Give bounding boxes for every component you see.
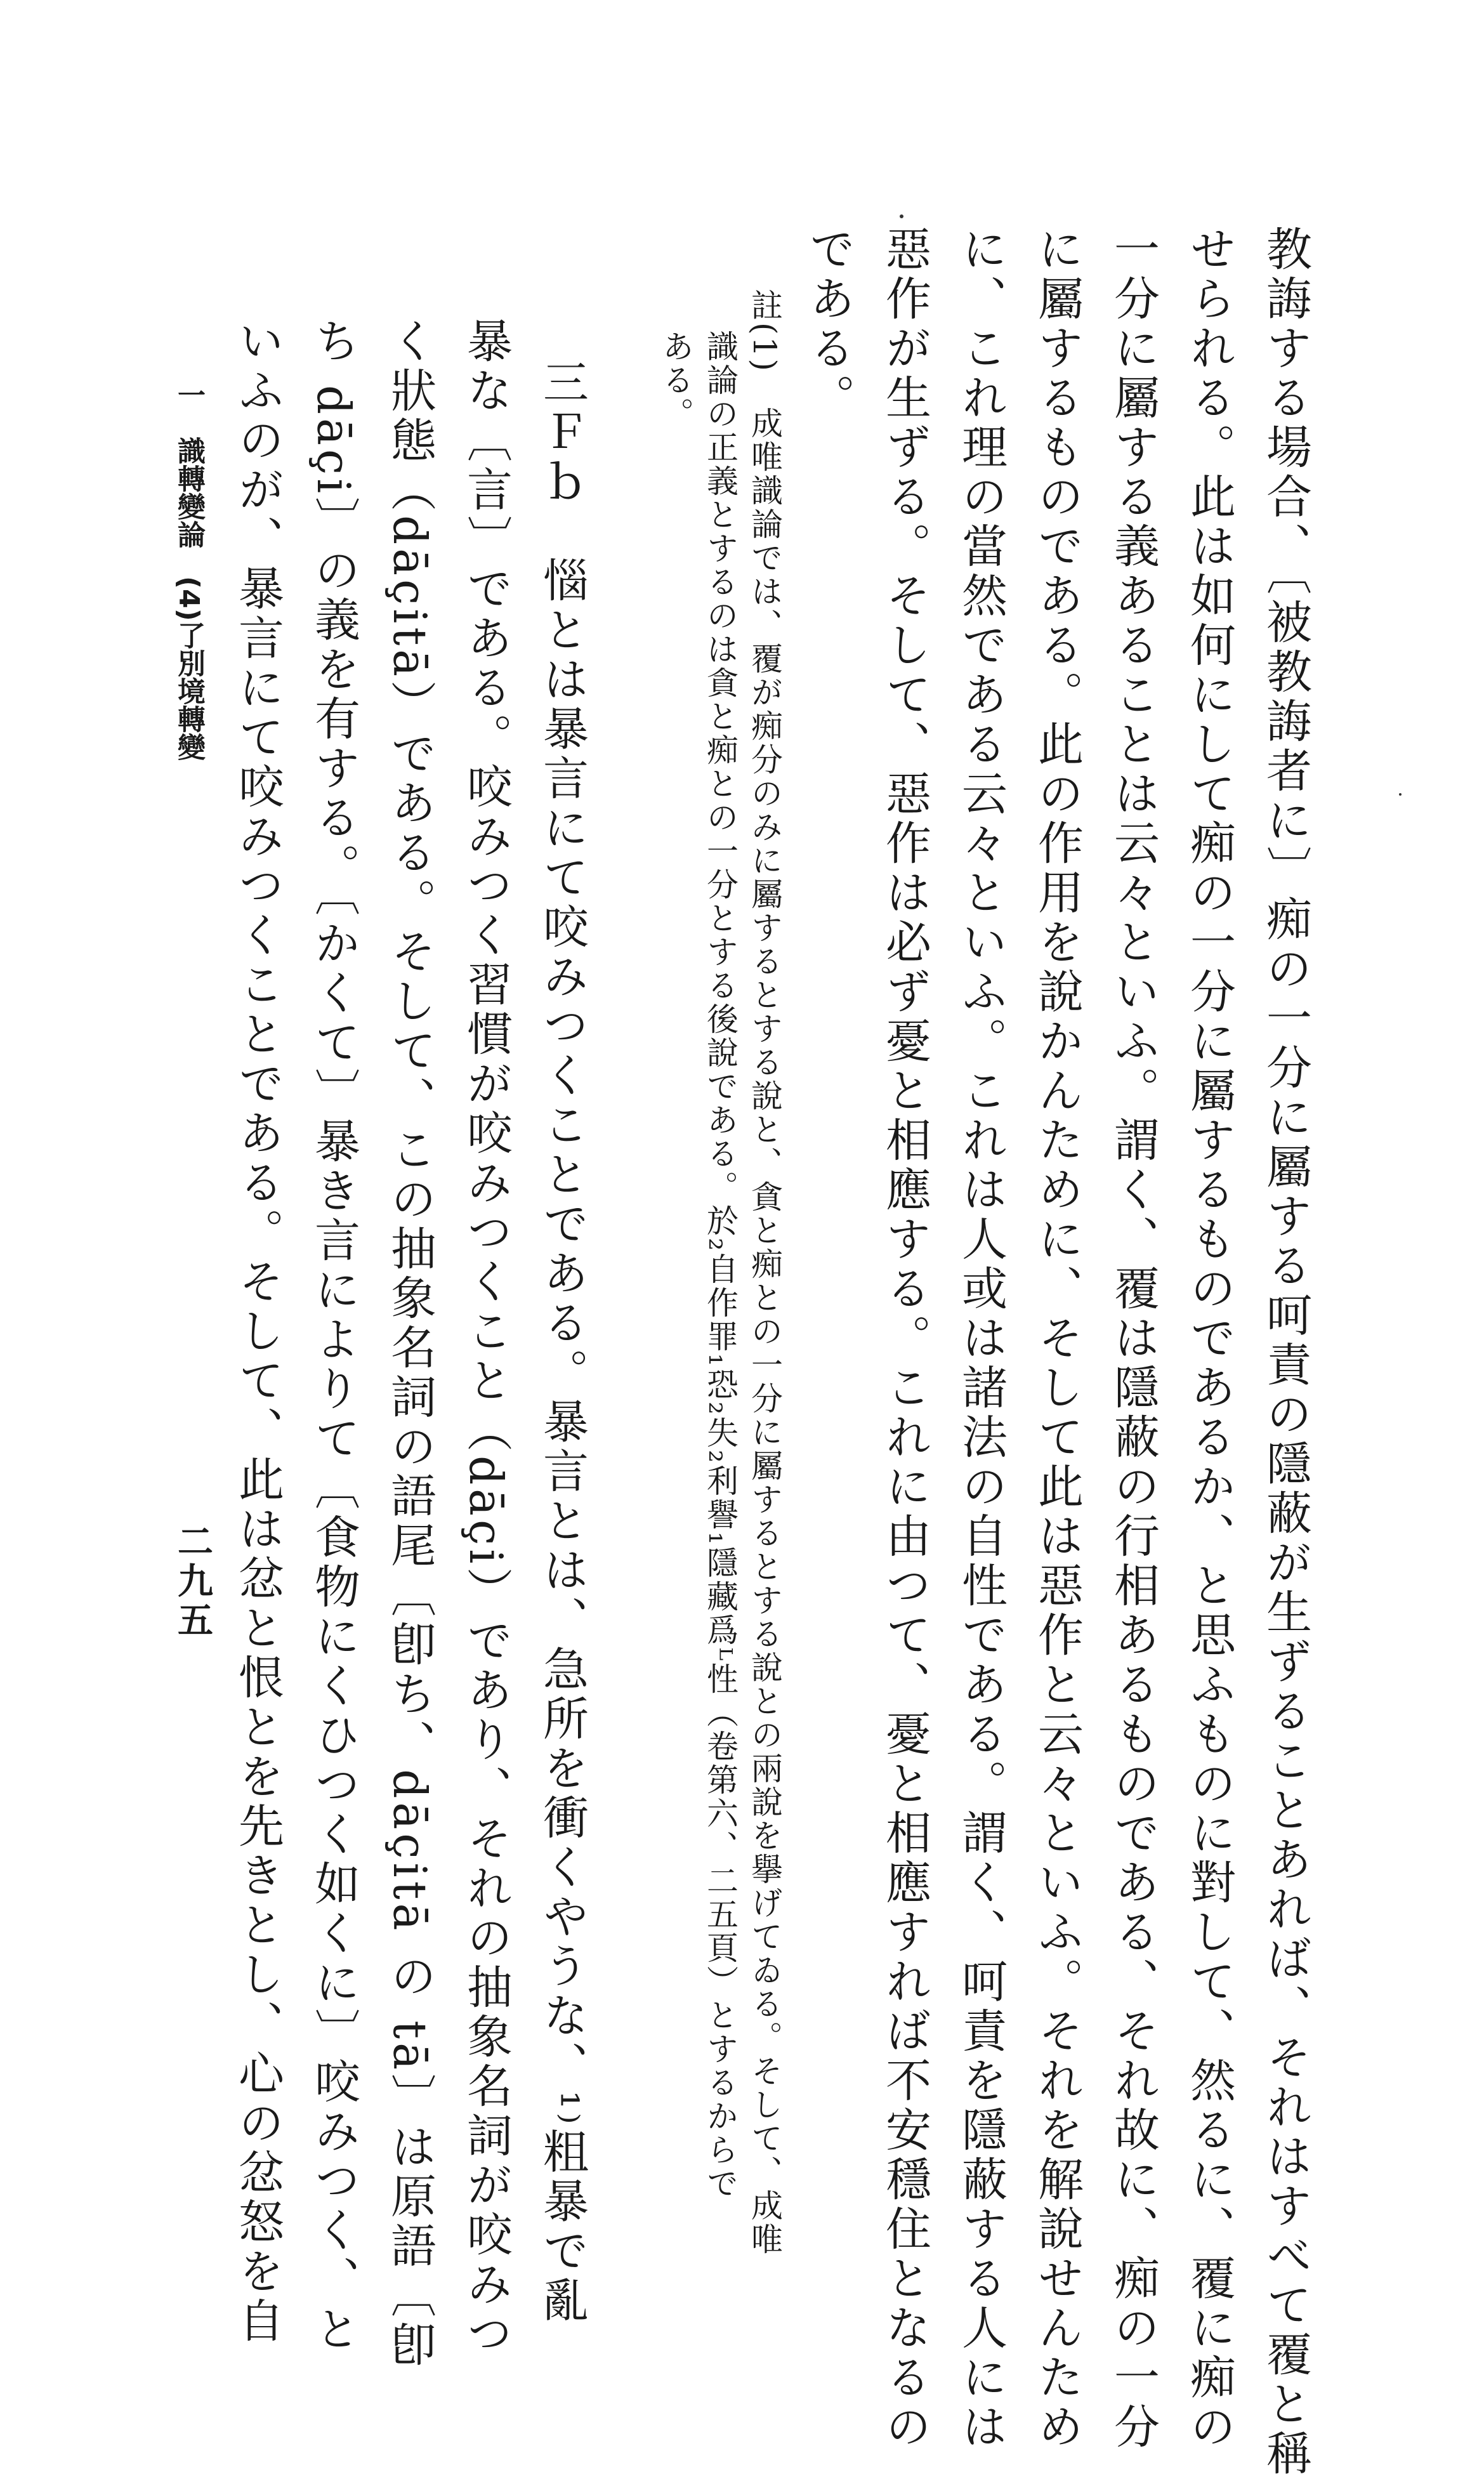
body-line: 教誨する場合、〔被教誨者に〕痴の一分に屬する呵責の隱蔽が生ずることあれば、それはすべて覆と稱 [1259,225,1312,2479]
section-line: 三Ｆｂ 惱とは暴言にて咬みつくことである。暴言とは、急所を衝くやうな、¹⁾粗暴で亂 [535,358,589,2326]
body-line: に屬するものである。此の作用を說かんために、そして此は惡作と云々といふ。それを解說せんため [1030,225,1084,2452]
body-line: である。 [802,225,855,423]
body-line: 一分に屬する義あることは云々といふ。謂く、覆は隱蔽の行相あるものである、それ故に、痴の一分 [1106,225,1160,2452]
body-line: せられる。此は如何にして痴の一分に屬するものであるか、と思ふものに對して、然るに、覆に痴の [1183,225,1236,2452]
scan-speck [1399,793,1402,796]
page-number: 二九五 [172,1523,213,1641]
body-line: 惡作が生ずる。そして、惡作は必ず憂と相應する。これに由つて、憂と相應すれば不安穩住となるの [878,225,931,2452]
section-line: 暴な〔言〕である。咬みつく習慣が咬みつくこと（dāçi）であり、それの抽象名詞が咬みつ [459,317,513,2360]
footnote-line: ある。 [657,330,694,431]
section-line: いふのが、暴言にて咬みつくことである。そして、此は忿と恨とを先きとし、心の忿怒を自 [231,317,284,2346]
footnote-line: 註(1) 成唯識論では、覆が痴分のみに屬するとする說と、貪と痴との一分に屬するとする說との兩說を擧げてゐる。そして、成唯 [746,289,783,2256]
scan-speck [900,214,903,218]
footnote-line: 識論の正義とするのは貪と痴との一分とする後說である。於₂自作罪₁恐₂失₂利譽₁隱藏爲ᴸ性（卷第六、二五頁）とするからで [702,330,739,2201]
running-head: 一 識轉變論 (4)了別境轉變 [173,381,205,761]
section-line: ち dāçi〕の義を有する。〔かくて〕暴き言によりて〔食物にくひつく如くに〕咬みつく、と [307,317,360,2355]
body-line: に、これ理の當然である云々といふ。これは人或は諸法の自性である。謂く、呵責を隱蔽する人には [954,225,1008,2452]
section-line: く狀態（dāçitā）である。そして、この抽象名詞の語尾〔卽ち、dāçitā の tā〕は原語〔卽 [383,317,437,2371]
